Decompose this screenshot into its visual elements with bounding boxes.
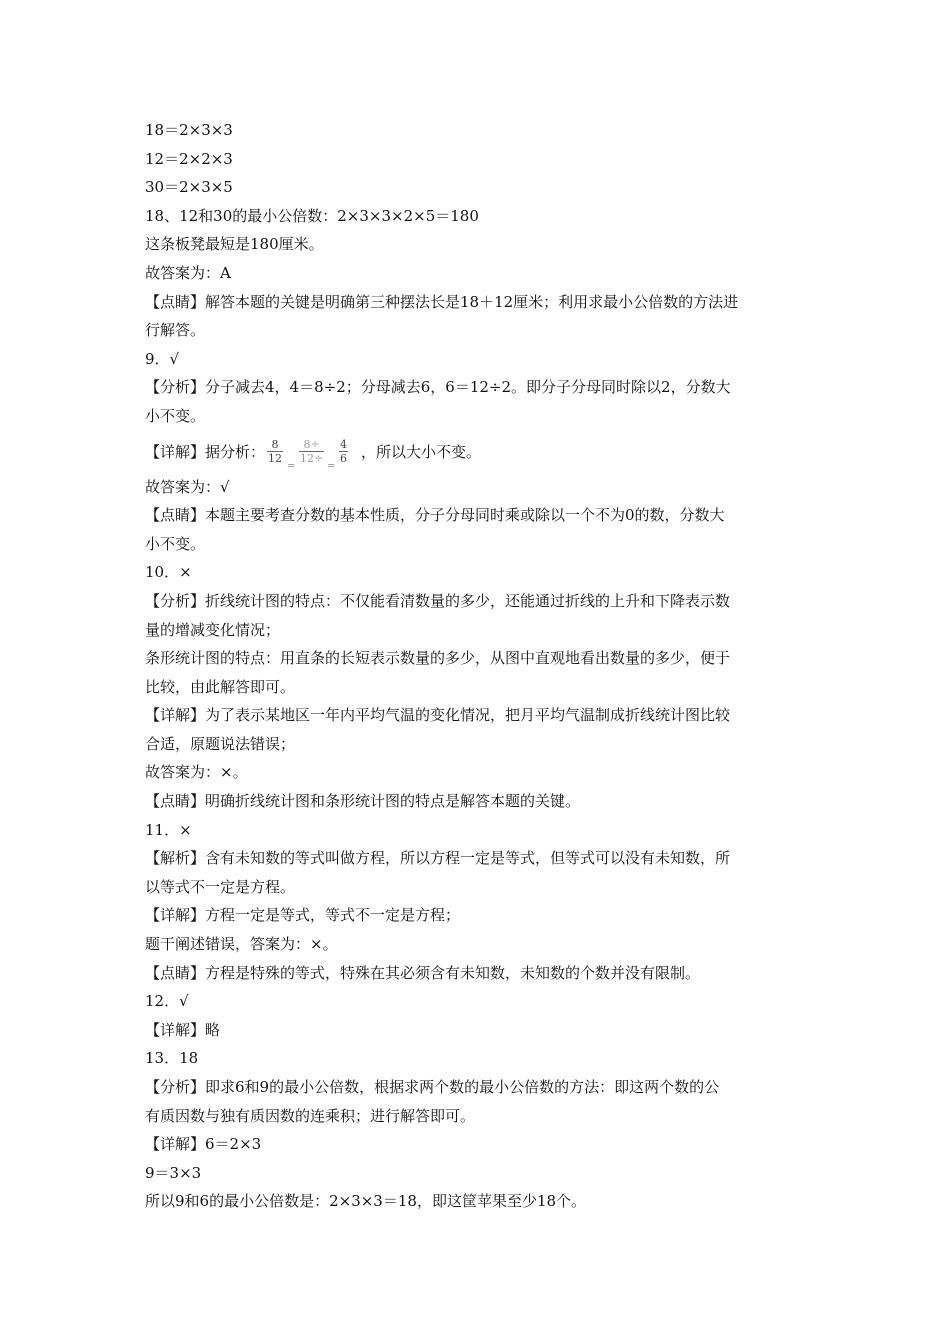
question-number: 9．√ xyxy=(145,349,180,368)
text-line: 【分析】折线统计图的特点：不仅能看清数量的多少，还能通过折线的上升和下降表示数 xyxy=(145,591,731,610)
text-line: 小不变。 xyxy=(145,406,206,425)
question-number: 10．× xyxy=(145,563,192,582)
text-line: 【点睛】明确折线统计图和条形统计图的特点是解答本题的关键。 xyxy=(145,792,581,811)
text-line: 题干阐述错误，答案为：×。 xyxy=(145,935,338,954)
text-line: 【解析】含有未知数的等式叫做方程，所以方程一定是等式，但等式可以没有未知数，所 xyxy=(145,849,731,868)
equals-sign: = xyxy=(287,460,296,472)
text-line: 行解答。 xyxy=(145,321,206,340)
text-line: 所以9和6的最小公倍数是：2×3×3＝18，即这筐苹果至少18个。 xyxy=(145,1192,587,1211)
detail-fraction-line xyxy=(145,431,810,473)
text-line: 9＝3×3 xyxy=(145,1163,202,1182)
fraction-8-12: 8 12 xyxy=(268,437,283,465)
text-line: 故答案为：A xyxy=(145,263,231,282)
text-line: 小不变。 xyxy=(145,534,206,553)
question-number: 12．√ xyxy=(145,992,189,1011)
text-line: 故答案为：×。 xyxy=(145,763,248,782)
fraction-divide: 8÷ 12÷ xyxy=(300,437,324,465)
fraction-equation xyxy=(267,436,359,470)
detail-suffix: ，所以大小不变。 xyxy=(361,442,482,461)
text-line: 【点睛】方程是特殊的等式，特殊在其必须含有未知数，未知数的个数并没有限制。 xyxy=(145,963,701,982)
text-line: 【详解】为了表示某地区一年内平均气温的变化情况，把月平均气温制成折线统计图比较 xyxy=(145,706,731,725)
text-line: 【点睛】解答本题的关键是明确第三种摆法长是18＋12厘米；利用求最小公倍数的方法进 xyxy=(145,292,739,311)
text-line: 【详解】略 xyxy=(145,1020,221,1039)
text-line: 【分析】即求6和9的最小公倍数，根据求两个数的最小公倍数的方法：即这两个数的公 xyxy=(145,1078,720,1096)
text-line: 30＝2×3×5 xyxy=(145,178,233,197)
text-line: 【点睛】本题主要考查分数的基本性质，分子分母同时乘或除以一个不为0的数，分数大 xyxy=(145,506,725,525)
text-line: 比较，由此解答即可。 xyxy=(145,677,296,696)
detail-prefix: 【详解】据分析： xyxy=(145,442,266,461)
text-line: 以等式不一定是方程。 xyxy=(145,877,296,896)
question-number: 13．18 xyxy=(145,1049,199,1068)
text-line: 18＝2×3×3 xyxy=(145,121,233,139)
text-line: 【分析】分子减去4，4＝8÷2；分母减去6，6＝12÷2。即分子分母同时除以2，分数大 xyxy=(145,378,731,397)
document-content xyxy=(145,116,810,1216)
question-number: 11．× xyxy=(145,820,192,839)
text-line: 合适，原题说法错误； xyxy=(145,734,296,753)
text-line: 有质因数与独有质因数的连乘积；进行解答即可。 xyxy=(145,1106,476,1125)
text-line: 12＝2×2×3 xyxy=(145,149,233,168)
text-line: 【详解】方程一定是等式，等式不一定是方程； xyxy=(145,906,461,925)
text-line: 量的增减变化情况； xyxy=(145,620,281,639)
text-line: 18、12和30的最小公倍数：2×3×3×2×5＝180 xyxy=(145,206,479,225)
text-line: 【详解】6＝2×3 xyxy=(145,1135,262,1154)
text-line: 条形统计图的特点：用直条的长短表示数量的多少，从图中直观地看出数量的多少，便于 xyxy=(145,649,731,668)
text-line: 故答案为：√ xyxy=(145,477,230,496)
equals-sign: = xyxy=(327,460,336,472)
fraction-4-6: 4 6 xyxy=(340,437,348,465)
text-line: 这条板凳最短是180厘米。 xyxy=(145,235,324,254)
